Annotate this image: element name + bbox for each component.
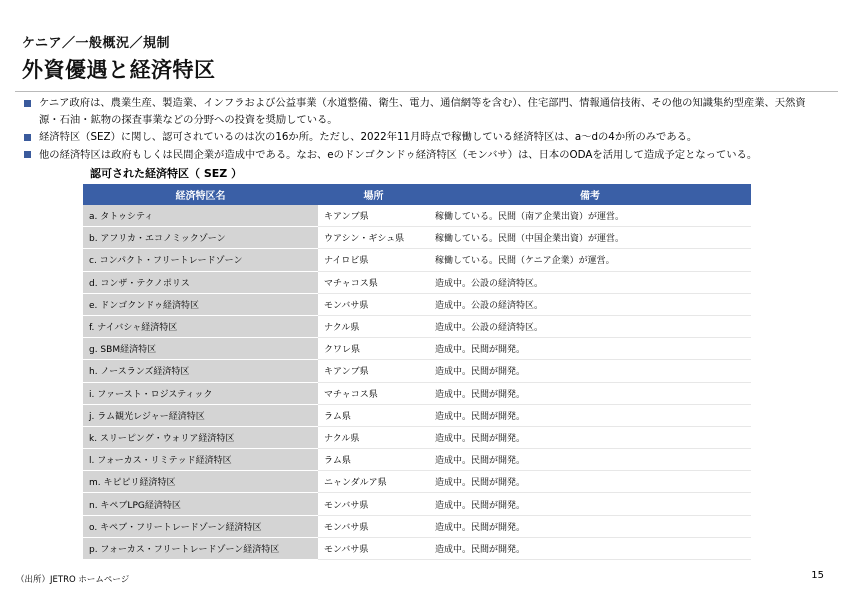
breadcrumb: ケニア／一般概況／規制 <box>22 36 170 51</box>
sez-table <box>83 184 751 560</box>
notes-cell: 造成中。民間が開発。 <box>429 338 751 360</box>
source-note: （出所）JETRO ホームページ <box>16 575 130 585</box>
sez-name-cell: e. ドンゴクンドゥ経済特区 <box>83 293 318 315</box>
location-cell: ラム県 <box>318 404 429 426</box>
location-cell: ナクル県 <box>318 315 429 337</box>
notes-cell: 造成中。民間が開発。 <box>429 537 751 559</box>
sez-name-cell: o. キペブ・フリートレードゾーン経済特区 <box>83 515 318 537</box>
title-divider <box>15 91 838 92</box>
notes-cell: 造成中。公設の経済特区。 <box>429 293 751 315</box>
sez-name-cell: k. スリーピング・ウォリア経済特区 <box>83 426 318 448</box>
table-row <box>83 449 751 471</box>
location-cell: ナクル県 <box>318 426 429 448</box>
table-row <box>83 293 751 315</box>
notes-cell: 造成中。民間が開発。 <box>429 515 751 537</box>
table-row <box>83 515 751 537</box>
location-cell: モンバサ県 <box>318 293 429 315</box>
notes-cell: 稼働している。民間（ケニア企業）が運営。 <box>429 249 751 271</box>
location-cell: ニャンダルア県 <box>318 471 429 493</box>
sez-name-cell: m. キピピリ経済特区 <box>83 471 318 493</box>
notes-cell: 造成中。民間が開発。 <box>429 426 751 448</box>
location-cell: キアンブ県 <box>318 205 429 227</box>
table-row <box>83 249 751 271</box>
notes-cell: 造成中。公設の経済特区。 <box>429 271 751 293</box>
table-row <box>83 426 751 448</box>
column-header-location: 場所 <box>318 184 429 205</box>
table-row <box>83 360 751 382</box>
sez-name-cell: g. SBM経済特区 <box>83 338 318 360</box>
bullet-text: ケニア政府は、農業生産、製造業、インフラおよび公益事業（水道整備、衛生、電力、通信網等を含む）、住宅部門、情報通信技術、その他の知識集約型産業、天然資源・石油・鉱物の探査事業などの分野への投資を奨励している。 <box>39 97 806 126</box>
notes-cell: 造成中。民間が開発。 <box>429 404 751 426</box>
location-cell: マチャコス県 <box>318 382 429 404</box>
table-row <box>83 537 751 559</box>
bullet-item <box>24 129 814 146</box>
location-cell: ウアシン・ギシュ県 <box>318 227 429 249</box>
page-title: 外資優遇と経済特区 <box>22 58 216 82</box>
location-cell: モンバサ県 <box>318 515 429 537</box>
location-cell: モンバサ県 <box>318 493 429 515</box>
location-cell: ラム県 <box>318 449 429 471</box>
sez-name-cell: l. フォーカス・リミテッド経済特区 <box>83 449 318 471</box>
table-body <box>83 205 751 560</box>
bullet-text: 他の経済特区は政府もしくは民間企業が造成中である。なお、eのドンゴクンドゥ経済特区（モンバサ）は、日本のODAを活用して造成予定となっている。 <box>39 148 758 161</box>
sez-name-cell: i. ファースト・ロジスティック <box>83 382 318 404</box>
sez-name-cell: j. ラム観光レジャー経済特区 <box>83 404 318 426</box>
notes-cell: 造成中。民間が開発。 <box>429 493 751 515</box>
location-cell: クワレ県 <box>318 338 429 360</box>
table-row <box>83 382 751 404</box>
page-number: 15 <box>811 570 824 581</box>
sez-name-cell: f. ナイバシャ経済特区 <box>83 315 318 337</box>
location-cell: キアンブ県 <box>318 360 429 382</box>
table-row <box>83 227 751 249</box>
notes-cell: 造成中。民間が開発。 <box>429 382 751 404</box>
table-header-row <box>83 184 751 205</box>
table-caption: 認可された経済特区（ SEZ ） <box>90 167 243 180</box>
notes-cell: 稼働している。民間（中国企業出資）が運営。 <box>429 227 751 249</box>
square-bullet-icon <box>24 134 31 141</box>
table-row <box>83 315 751 337</box>
sez-name-cell: d. コンザ・テクノポリス <box>83 271 318 293</box>
table-row <box>83 493 751 515</box>
notes-cell: 造成中。民間が開発。 <box>429 471 751 493</box>
bullet-text: 経済特区（SEZ）に関し、認可されているのは次の16か所。ただし、2022年11月時点で稼働している経済特区は、a～dの4か所のみである。 <box>39 131 698 143</box>
table-row <box>83 404 751 426</box>
bullet-list <box>24 95 814 164</box>
location-cell: ナイロビ県 <box>318 249 429 271</box>
table-row <box>83 205 751 227</box>
notes-cell: 造成中。民間が開発。 <box>429 449 751 471</box>
square-bullet-icon <box>24 151 31 158</box>
sez-name-cell: n. キペブLPG経済特区 <box>83 493 318 515</box>
table-row <box>83 471 751 493</box>
square-bullet-icon <box>24 100 31 107</box>
sez-name-cell: b. アフリカ・エコノミックゾーン <box>83 227 318 249</box>
location-cell: モンバサ県 <box>318 537 429 559</box>
sez-name-cell: c. コンパクト・フリートレードゾーン <box>83 249 318 271</box>
location-cell: マチャコス県 <box>318 271 429 293</box>
notes-cell: 造成中。民間が開発。 <box>429 360 751 382</box>
column-header-name: 経済特区名 <box>83 184 318 205</box>
bullet-item <box>24 147 814 164</box>
sez-name-cell: a. タトゥシティ <box>83 205 318 227</box>
notes-cell: 稼働している。民間（南ア企業出資）が運営。 <box>429 205 751 227</box>
table-row <box>83 271 751 293</box>
bullet-item <box>24 95 814 128</box>
column-header-notes: 備考 <box>429 184 751 205</box>
sez-name-cell: h. ノースランズ経済特区 <box>83 360 318 382</box>
notes-cell: 造成中。公設の経済特区。 <box>429 315 751 337</box>
table-row <box>83 338 751 360</box>
sez-name-cell: p. フォーカス・フリートレードゾーン経済特区 <box>83 537 318 559</box>
